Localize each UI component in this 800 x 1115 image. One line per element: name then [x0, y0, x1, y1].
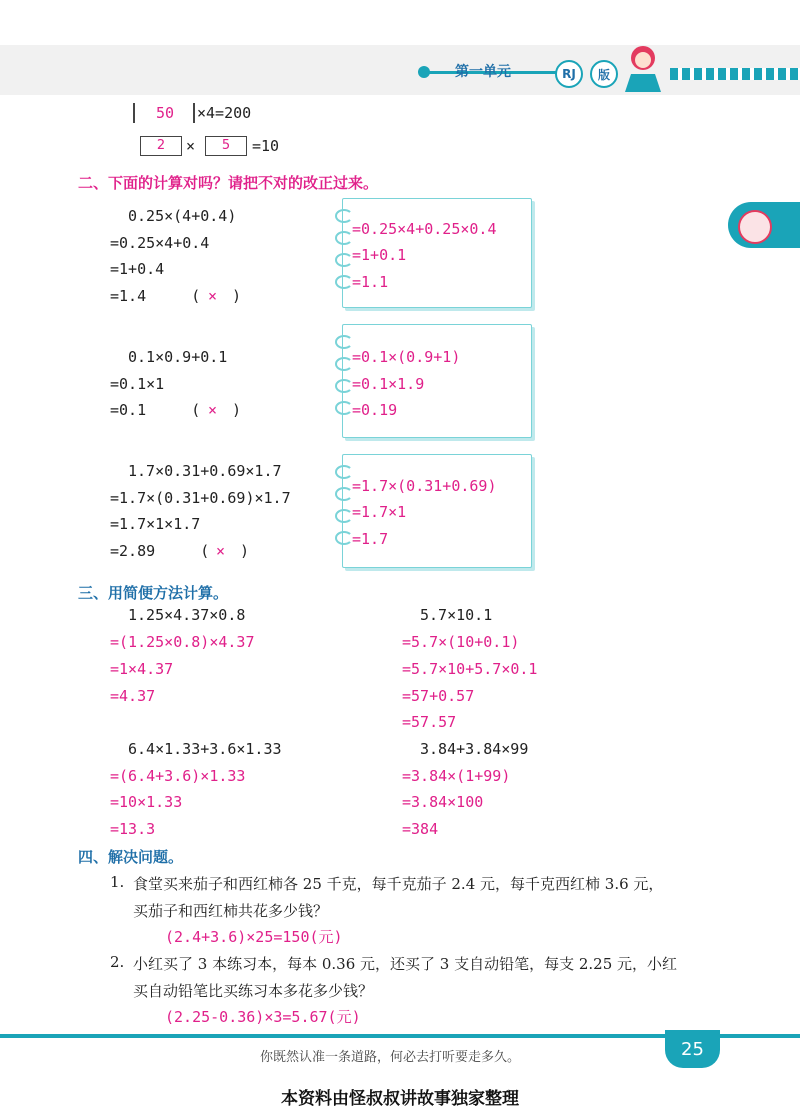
source-note: 本资料由怪叔叔讲故事独家整理 [281, 1089, 519, 1109]
q2-text-line1: 小红买了 3 本练习本，每本 0.36 元，还买了 3 支自动铅笔，每支 2.25 元，小红 [133, 955, 678, 973]
s2-p1-line2: =0.25×4+0.4 [110, 234, 210, 252]
s2-p1-line3: =1+0.4 [110, 260, 165, 278]
s2-p2-mark: × [208, 401, 218, 419]
edition-badge: 版 [590, 60, 618, 88]
s2-p1-mark-close: ) [232, 287, 242, 305]
header-stripe [670, 68, 800, 80]
footer-motto: 你既然认准一条道路，何必去打听要走多久。 [260, 1050, 521, 1065]
s2-p3-line3: =1.7×1×1.7 [110, 515, 201, 533]
s3-item2-step1: =5.7×(10+0.1) [402, 633, 520, 651]
s2-p3-corr2: =1.7×1 [352, 503, 407, 521]
s2-p2-corr1: =0.1×(0.9+1) [352, 348, 461, 366]
answer-box-2: 5 [205, 136, 247, 156]
s3-item1-step3: =4.37 [110, 687, 156, 705]
page-number: 25 [665, 1030, 720, 1068]
s2-p3-line1: 1.7×0.31+0.69×1.7 [128, 462, 282, 480]
cartoon-girl-icon [615, 40, 670, 95]
s3-item4-step2: =3.84×100 [402, 793, 484, 811]
s2-p3-mark-close: ) [240, 542, 250, 560]
s2-p3-corr1: =1.7×(0.31+0.69) [352, 477, 497, 495]
s2-p2-corr3: =0.19 [352, 401, 398, 419]
s2-p1-mark: × [208, 287, 218, 305]
answer-box-1: 2 [140, 136, 182, 156]
s2-p1-line4: =1.4 ( [110, 287, 210, 305]
top-line1-value: 50 [156, 104, 175, 122]
s2-p1-line1: 0.25×(4+0.4) [128, 207, 237, 225]
s3-item3-problem: 6.4×1.33+3.6×1.33 [128, 740, 282, 758]
s3-item4-problem: 3.84+3.84×99 [420, 740, 529, 758]
s3-item1-step1: =(1.25×0.8)×4.37 [110, 633, 255, 651]
s2-p2-corr2: =0.1×1.9 [352, 375, 425, 393]
s3-item2-step4: =57.57 [402, 713, 457, 731]
q2-answer: (2.25-0.36)×3=5.67(元) [165, 1008, 361, 1026]
q2-text-line2: 买自动铅笔比买练习本多花多少钱？ [133, 982, 374, 1000]
bracket-right [193, 103, 195, 123]
s2-p2-line3: =0.1 ( [110, 401, 210, 419]
s2-p2-mark-close: ) [232, 401, 242, 419]
unit-title: 第一单元 [455, 64, 511, 80]
q1-number: 1. [110, 873, 125, 891]
section2-heading: 二、下面的计算对吗？请把不对的改正过来。 [78, 174, 379, 192]
s2-p2-line1: 0.1×0.9+0.1 [128, 348, 228, 366]
cartoon-face-icon [738, 210, 772, 244]
section3-heading: 三、用简便方法计算。 [78, 584, 229, 602]
s3-item2-step3: =57+0.57 [402, 687, 475, 705]
s3-item4-step1: =3.84×(1+99) [402, 767, 511, 785]
s2-p3-line4: =2.89 ( [110, 542, 219, 560]
section4-heading: 四、解决问题。 [78, 848, 184, 866]
s2-p3-mark: × [216, 542, 226, 560]
q1-answer: (2.4+3.6)×25=150(元) [165, 928, 343, 946]
q2-number: 2. [110, 953, 125, 971]
s2-p3-corr3: =1.7 [352, 530, 389, 548]
s2-p1-corr1: =0.25×4+0.25×0.4 [352, 220, 497, 238]
s3-item4-step3: =384 [402, 820, 439, 838]
times-sign: × [186, 137, 196, 155]
s2-p1-corr3: =1.1 [352, 273, 389, 291]
top-line1-rest: ×4=200 [197, 104, 252, 122]
s3-item3-step3: =13.3 [110, 820, 156, 838]
q1-text-line2: 买茄子和西红柿共花多少钱？ [133, 902, 329, 920]
s3-item1-step2: =1×4.37 [110, 660, 174, 678]
s3-item2-problem: 5.7×10.1 [420, 606, 493, 624]
s3-item3-step1: =(6.4+3.6)×1.33 [110, 767, 246, 785]
s3-item3-step2: =10×1.33 [110, 793, 183, 811]
s3-item2-step2: =5.7×10+5.7×0.1 [402, 660, 538, 678]
s2-p3-line2: =1.7×(0.31+0.69)×1.7 [110, 489, 291, 507]
s2-p1-corr2: =1+0.1 [352, 246, 407, 264]
rj-badge: RJ [555, 60, 583, 88]
s2-p2-line2: =0.1×1 [110, 375, 165, 393]
bracket-left [133, 103, 135, 123]
s3-item1-problem: 1.25×4.37×0.8 [128, 606, 246, 624]
top-line2-rest: =10 [252, 137, 280, 155]
q1-text-line1: 食堂买来茄子和西红柿各 25 千克，每千克茄子 2.4 元，每千克西红柿 3.6 元， [133, 875, 664, 893]
